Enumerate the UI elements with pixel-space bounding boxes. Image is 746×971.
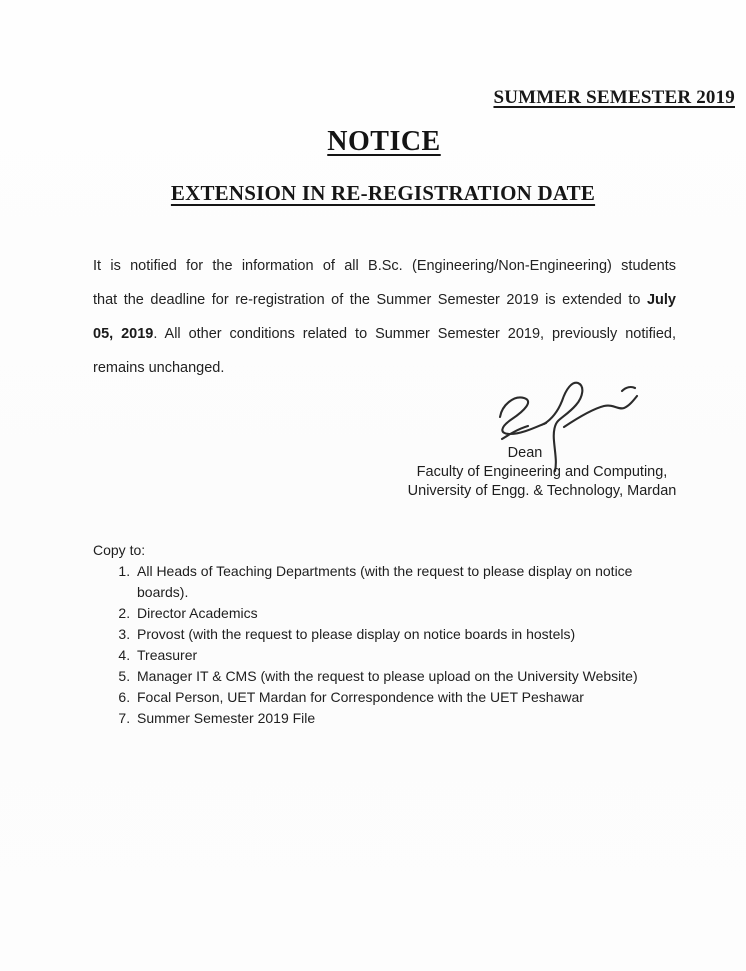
copy-to-item-treasurer: 4. Treasurer [134, 645, 682, 666]
body-line-1-text: It is notified for the information of all B.Sc. (Engineering/Non-Engineering) students [93, 258, 676, 274]
body-line-4-text: remains unchanged. [93, 360, 225, 376]
copy-to-item-provost: 3. Provost (with the request to please display on notice boards in hostels) [134, 624, 682, 645]
body-line-2-text: that the deadline for re-registration of the Summer Semester 2019 is extended to [93, 292, 647, 308]
notice-subtitle [10, 181, 746, 206]
body-line-2 [93, 283, 676, 317]
signature-block [392, 444, 692, 501]
signer-org-line-2: University of Engg. & Technology, Mardan [407, 483, 677, 499]
notice-subtitle-text: EXTENSION IN RE-REGISTRATION DATE [170, 181, 596, 205]
copy-to-item-director-academics: 2. Director Academics [134, 603, 682, 624]
copy-to-item-file: 7. Summer Semester 2019 File [134, 708, 682, 729]
semester-heading: SUMMER SEMESTER 2019 [493, 87, 735, 108]
copy-to-item-manager-it-cms: 5. Manager IT & CMS (with the request to please upload on the University Website) [134, 666, 682, 687]
body-line-3 [93, 317, 676, 351]
body-line-1 [93, 249, 676, 283]
signer-org-line-1: Faculty of Engineering and Computing, [416, 464, 668, 480]
copy-to-item-heads: 1. All Heads of Teaching Departments (with the request to please display on notice boards). [134, 561, 682, 603]
signer-title: Dean [507, 445, 543, 461]
deadline-date-part-1: July [646, 292, 676, 308]
copy-to-item-focal-person: 6. Focal Person, UET Mardan for Correspondence with the UET Peshawar [134, 687, 682, 708]
copy-to-section [93, 540, 683, 729]
notice-title-text: NOTICE [327, 126, 441, 157]
copy-to-label: Copy to: [93, 542, 146, 558]
notice-body-paragraph [93, 249, 676, 385]
deadline-date-part-2: 05, 2019 [93, 326, 154, 342]
body-line-3-text: . All other conditions related to Summer Semester 2019, previously notified, [153, 326, 676, 342]
signature-stroke-accent [622, 387, 635, 391]
notice-title [11, 126, 746, 158]
copy-to-list [93, 561, 683, 729]
signature-stroke-wave [564, 396, 637, 427]
